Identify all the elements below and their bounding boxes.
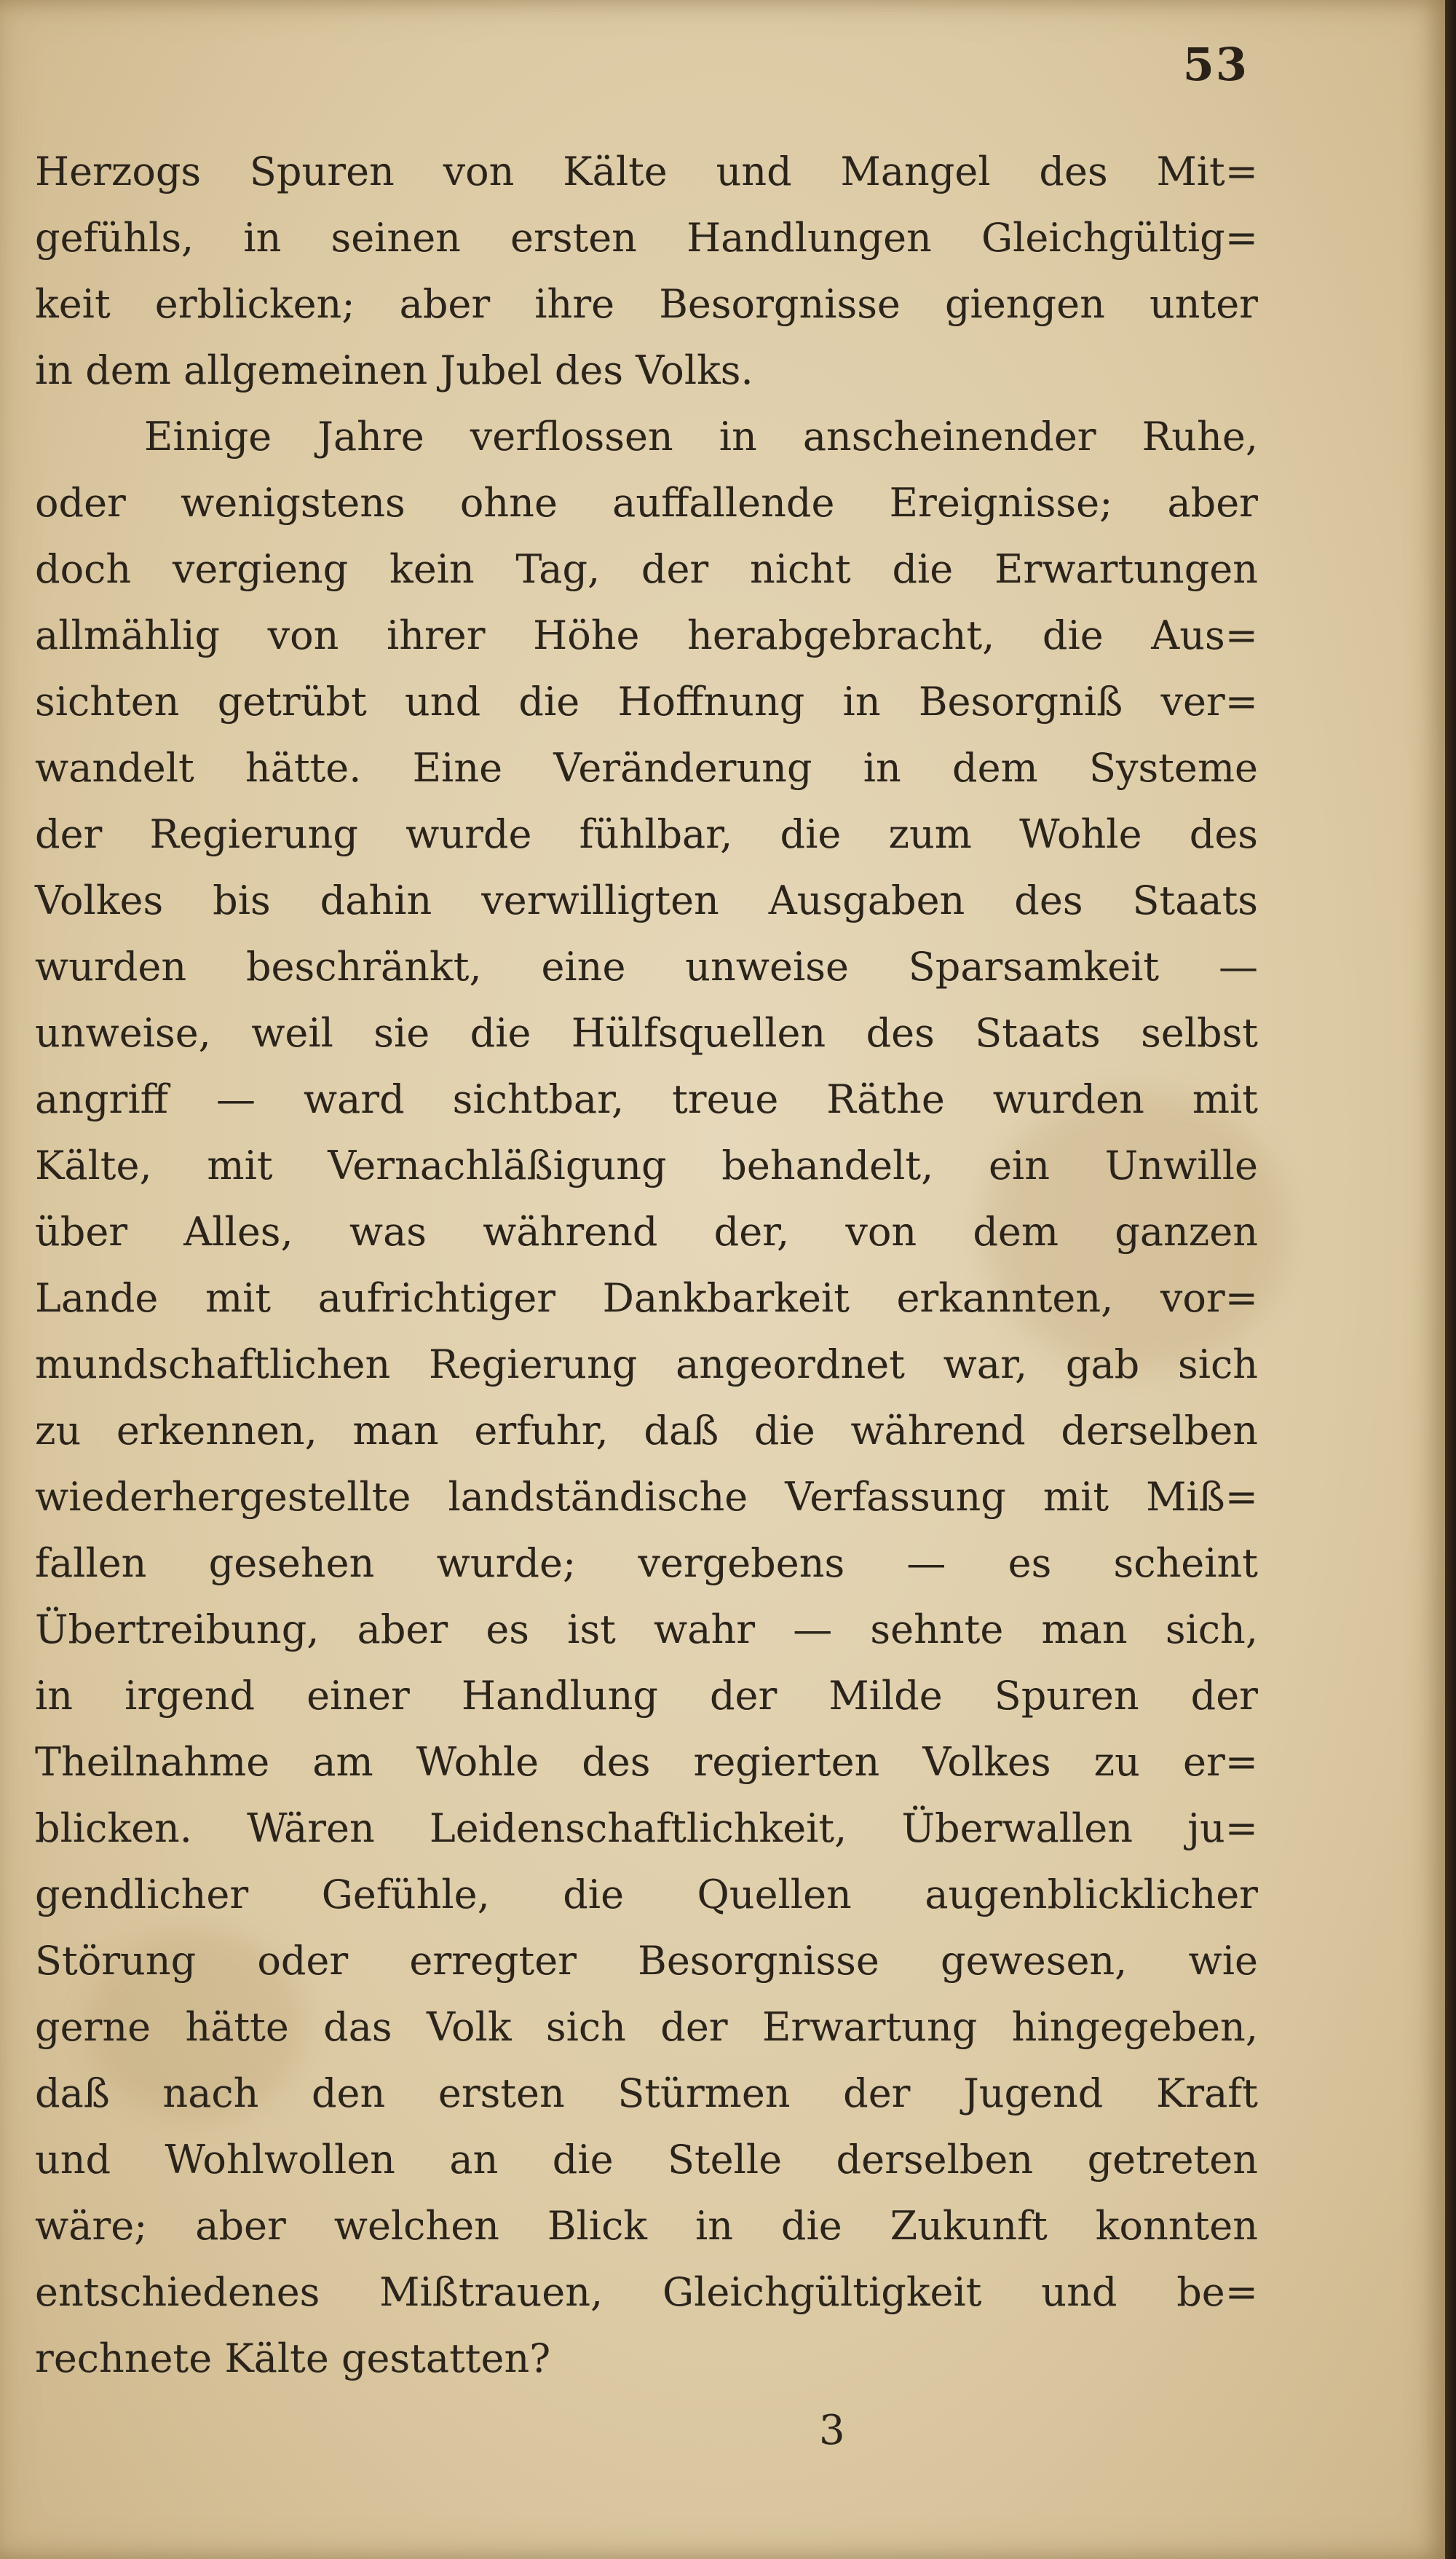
text-line: wiederhergestellte landständische Verfassung mit Miß= [35, 1474, 1258, 1520]
text-line: über Alles, was während der, von dem ganzen [35, 1209, 1258, 1255]
text-line: daß nach den ersten Stürmen der Jugend Kraft [35, 2070, 1258, 2116]
text-line: gendlicher Gefühle, die Quellen augenblicklicher [35, 1872, 1258, 1917]
text-line: doch vergieng kein Tag, der nicht die Erwartungen [35, 546, 1258, 592]
text-line: Lande mit aufrichtiger Dankbarkeit erkannten, vor= [35, 1275, 1258, 1321]
text-line: gerne hätte das Volk sich der Erwartung hingegeben, [35, 2004, 1258, 2050]
signature-mark: 3 [819, 2407, 845, 2454]
book-edge [1445, 0, 1456, 2559]
text-line: wäre; aber welchen Blick in die Zukunft konnten [35, 2203, 1258, 2249]
text-line: Theilnahme am Wohle des regierten Volkes zu er= [35, 1739, 1258, 1785]
text-line: wurden beschränkt, eine unweise Sparsamkeit — [35, 944, 1258, 990]
text-line: oder wenigstens ohne auffallende Ereignisse; aber [35, 480, 1258, 526]
text-line: in dem allgemeinen Jubel des Volks. [35, 347, 753, 393]
text-line: sichten getrübt und die Hoffnung in Besorgniß ver= [35, 679, 1258, 725]
text-line: in irgend einer Handlung der Milde Spuren der [35, 1673, 1258, 1719]
text-line: gefühls, in seinen ersten Handlungen Gleichgültig= [35, 215, 1258, 261]
text-line: unweise, weil sie die Hülfsquellen des Staats selbst [35, 1010, 1258, 1056]
text-line: Störung oder erregter Besorgnisse gewesen, wie [35, 1938, 1258, 1984]
text-line: der Regierung wurde fühlbar, die zum Wohle des [35, 811, 1258, 857]
text-line: Herzogs Spuren von Kälte und Mangel des Mit= [35, 149, 1258, 194]
page-number: 53 [1182, 38, 1249, 91]
text-line: entschiedenes Mißtrauen, Gleichgültigkeit und be= [35, 2269, 1258, 2315]
text-line: Übertreibung, aber es ist wahr — sehnte man sich, [35, 1606, 1258, 1652]
text-line: keit erblicken; aber ihre Besorgnisse giengen unter [35, 281, 1258, 327]
text-line: mundschaftlichen Regierung angeordnet war, gab sich [35, 1341, 1258, 1387]
text-line: zu erkennen, man erfuhr, daß die während derselben [35, 1408, 1258, 1454]
text-line: allmählig von ihrer Höhe herabgebracht, die Aus= [35, 612, 1258, 658]
text-line: rechnete Kälte gestatten? [35, 2335, 551, 2381]
text-line: Volkes bis dahin verwilligten Ausgaben des Staats [35, 878, 1258, 923]
text-line: blicken. Wären Leidenschaftlichkeit, Überwallen ju= [35, 1805, 1258, 1851]
body-text [35, 138, 1258, 2392]
text-line: und Wohlwollen an die Stelle derselben getreten [35, 2137, 1258, 2183]
text-line: angriff — ward sichtbar, treue Räthe wurden mit [35, 1076, 1258, 1122]
text-line: wandelt hätte. Eine Veränderung in dem Systeme [35, 745, 1258, 791]
text-line: Kälte, mit Vernachläßigung behandelt, ein Unwille [35, 1143, 1258, 1188]
text-line: Einige Jahre verflossen in anscheinender Ruhe, [144, 414, 1258, 460]
text-line: fallen gesehen wurde; vergebens — es scheint [35, 1540, 1258, 1586]
